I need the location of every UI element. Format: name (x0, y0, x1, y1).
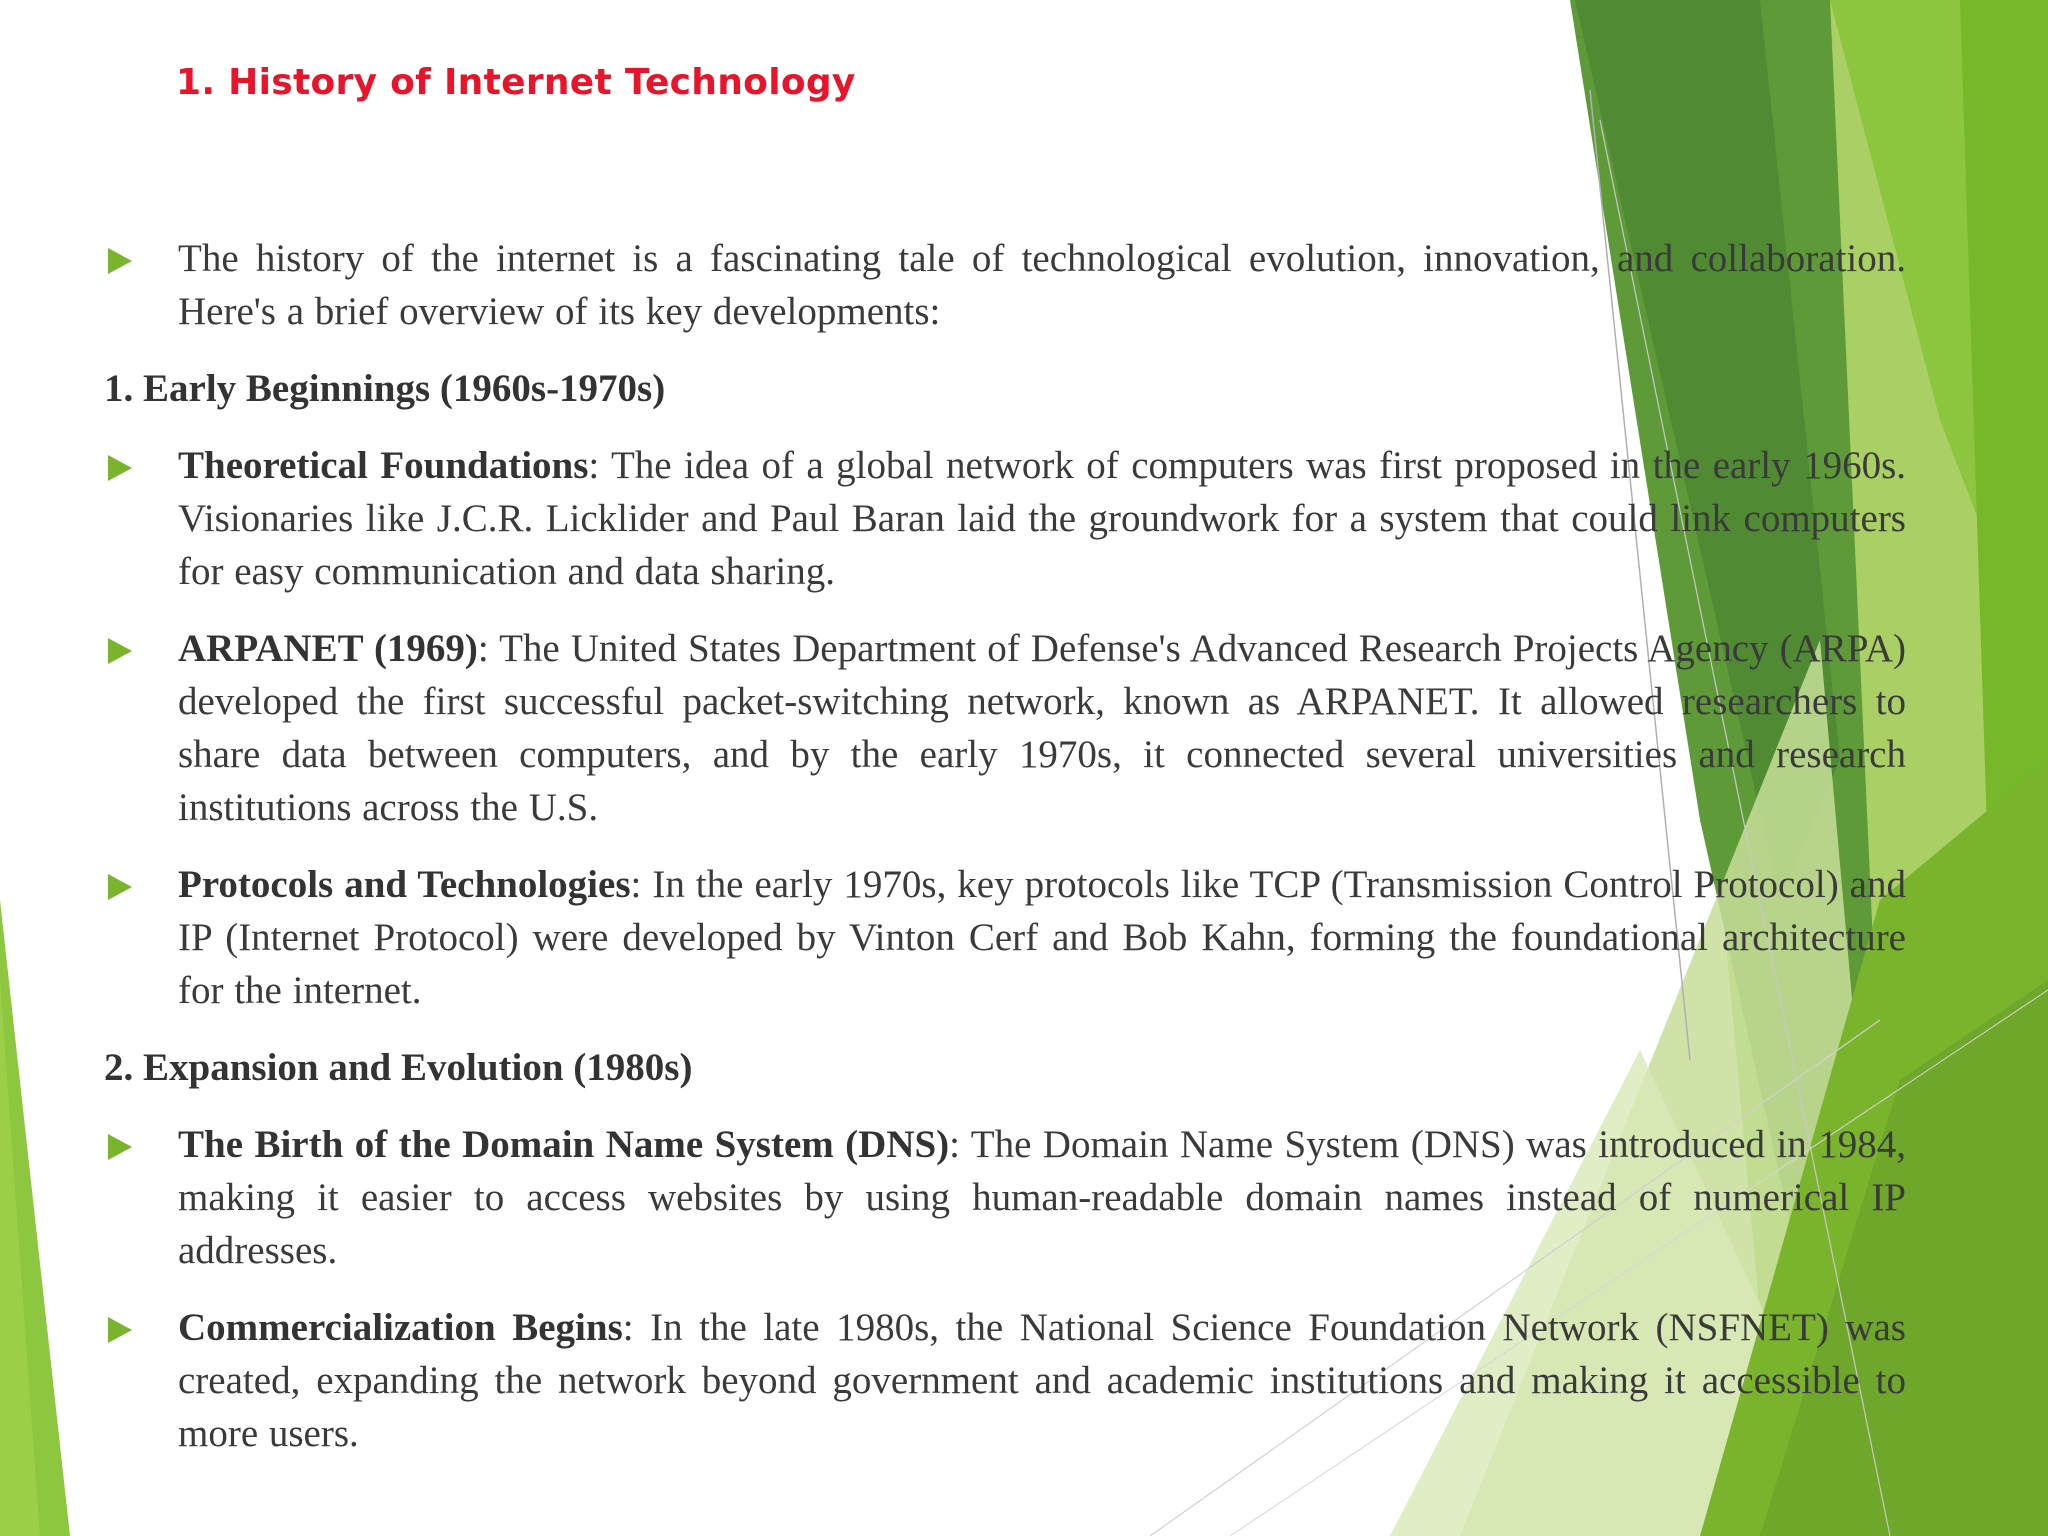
bullet-text: Commercialization Begins: In the late 1980s, the National Science Foundation Network (NSFNET) was created, expanding the network beyond government and academic institutions and making it accessible to more users. (178, 1306, 1906, 1455)
bullet-intro (0, 232, 1906, 338)
bullet-text: The Birth of the Domain Name System (DNS): The Domain Name System (DNS) was introduced in 1984, making it easier to access websites by using human-readable domain names instead of numerical IP addresses. (178, 1123, 1906, 1272)
bullet-dns (0, 1118, 1906, 1277)
section-heading-early-beginnings: 1. Early Beginnings (1960s-1970s) (104, 367, 666, 410)
bullet-protocols (0, 858, 1906, 1017)
bullet-arrow-icon (108, 248, 132, 274)
bullet-arrow-icon (108, 638, 132, 664)
bullet-text: ARPANET (1969): The United States Department of Defense's Advanced Research Projects Agency (ARPA) developed the first successful packet-switching network, known as ARPANET. It allowed researchers to share data between computers, and by the early 1970s, it connected several universities and research institutions across the U.S. (178, 627, 1906, 829)
bullet-bold-label: Protocols and Technologies (178, 863, 631, 906)
bullet-bold-label: Commercialization Begins (178, 1306, 623, 1349)
section-heading-expansion: 2. Expansion and Evolution (1980s) (104, 1046, 693, 1089)
bullet-commercialization (0, 1301, 1906, 1460)
bullet-bold-label: ARPANET (1969) (178, 627, 478, 670)
bullet-text: Protocols and Technologies: In the early 1970s, key protocols like TCP (Transmission Control Protocol) and IP (Internet Protocol) were developed by Vinton Cerf and Bob Kahn, forming the foundational architecture for the internet. (178, 863, 1906, 1012)
bullet-text: The history of the internet is a fascinating tale of technological evolution, innovation, and collaboration. Here's a brief overview of its key developments: (178, 237, 1906, 333)
bullet-bold-label: Theoretical Foundations (178, 444, 589, 487)
slide-content (0, 232, 2048, 1484)
bullet-theoretical-foundations (0, 439, 1906, 598)
bullet-arrow-icon (108, 874, 132, 900)
bullet-arpanet (0, 622, 1906, 834)
bullet-arrow-icon (108, 1317, 132, 1343)
bullet-bold-label: The Birth of the Domain Name System (DNS) (178, 1123, 950, 1166)
bullet-text: Theoretical Foundations: The idea of a global network of computers was first proposed in the early 1960s. Visionaries like J.C.R. Licklider and Paul Baran laid the groundwork for a system that could link computers for easy communication and data sharing. (178, 444, 1906, 593)
slide-title: 1. History of Internet Technology (176, 62, 856, 103)
bullet-arrow-icon (108, 455, 132, 481)
bullet-arrow-icon (108, 1134, 132, 1160)
